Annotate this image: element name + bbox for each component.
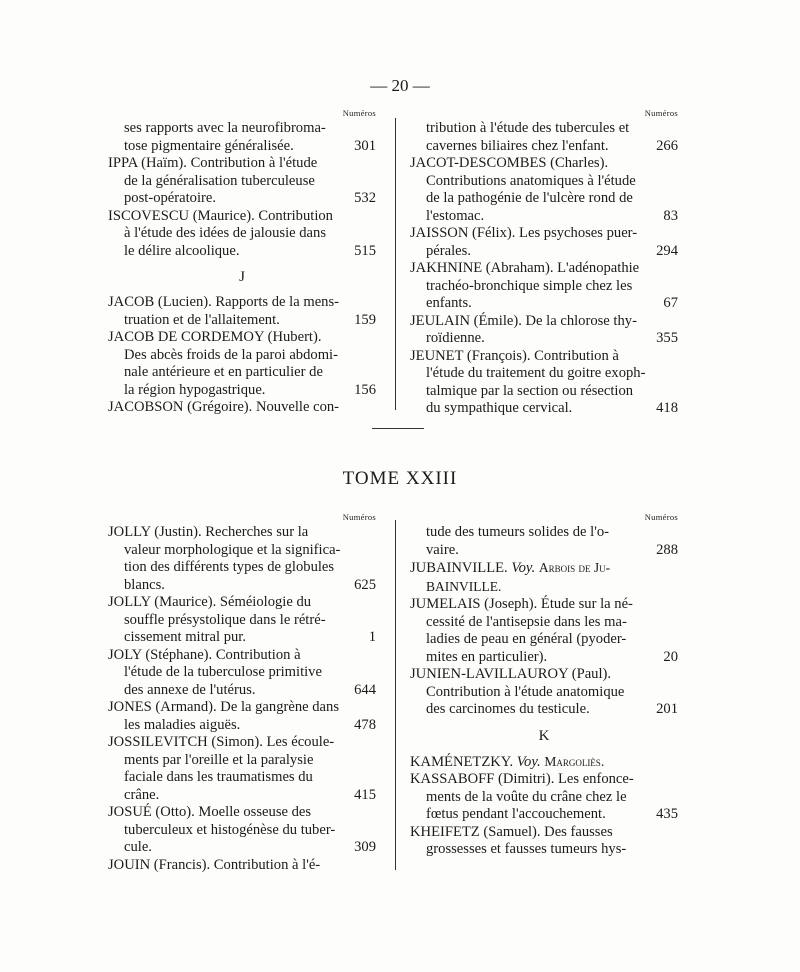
entry-number: 288 <box>656 541 678 558</box>
see-reference-name: Arbois de Ju- <box>538 560 611 575</box>
entry-text: de la généralisation tuberculeuse <box>124 172 315 189</box>
entry-text: l'estomac. <box>426 207 485 224</box>
index-entry <box>108 524 376 594</box>
section-letter: J <box>239 269 245 285</box>
entry-text: faciale dans les traumatismes du <box>124 769 313 785</box>
entry-text: ISCOVESCU (Maurice). Contribution <box>108 207 333 224</box>
entry-text: BAINVILLE. <box>426 578 502 594</box>
entry-text: KASSABOFF (Dimitri). Les enfonce- <box>410 771 634 787</box>
entry-number: 435 <box>656 806 678 822</box>
entry-number: 67 <box>663 295 678 311</box>
see-reference-label: Voy. <box>511 560 539 576</box>
section-letter: K <box>538 727 550 744</box>
entry-text: ladies de peau en général (pyoder- <box>426 631 627 647</box>
index-entry <box>410 524 678 559</box>
numeros-label: Numéros <box>342 512 376 522</box>
index-entry <box>410 155 678 225</box>
entry-text: Des abcès froids de la paroi abdomi- <box>124 346 338 363</box>
column-right <box>410 512 678 859</box>
index-entry <box>108 647 376 700</box>
index-entry <box>108 155 376 208</box>
entry-number: 644 <box>354 681 376 698</box>
index-block-top <box>0 108 800 414</box>
entry-number: 478 <box>354 716 376 733</box>
entry-number: 625 <box>354 576 376 593</box>
entry-text: KHEIFETZ (Samuel). Des fausses <box>410 823 613 840</box>
entry-text: valeur morphologique et la significa- <box>124 541 341 558</box>
numeros-label: Numéros <box>342 108 376 118</box>
index-entry <box>410 559 678 596</box>
entry-text: JUBAINVILLE. <box>410 560 512 576</box>
entry-text: JUNIEN-LAVILLAUROY (Paul). <box>410 666 612 682</box>
entry-text: Contribution à l'étude anatomique <box>426 683 625 700</box>
entry-number: 201 <box>656 701 678 717</box>
column-right <box>410 108 678 418</box>
numeros-label: Numéros <box>644 512 678 522</box>
entry-text: JACOB DE CORDEMOY (Hubert). <box>108 329 322 345</box>
column-left <box>108 108 376 417</box>
index-entry <box>108 734 376 804</box>
entry-text: truation et de l'allaitement. <box>124 311 280 328</box>
index-entry <box>108 120 376 155</box>
index-entry <box>410 313 678 348</box>
index-entry <box>108 329 376 399</box>
index-entry <box>410 824 678 859</box>
entry-text: Contributions anatomiques à l'étude <box>426 172 636 189</box>
entry-number: 309 <box>354 839 376 855</box>
entry-text: à l'étude des idées de jalousie dans <box>124 225 327 241</box>
entry-text: la région hypogastrique. <box>124 381 266 398</box>
entry-text: JACOB (Lucien). Rapports de la mens- <box>108 294 340 310</box>
entry-number: 415 <box>354 786 376 803</box>
index-block-bottom <box>0 512 800 872</box>
entry-text: des carcinomes du testicule. <box>426 701 590 717</box>
index-entry <box>410 596 678 666</box>
entry-text: cavernes biliaires chez l'enfant. <box>426 137 609 154</box>
column-left <box>108 512 376 874</box>
index-entry <box>410 260 678 313</box>
entry-text: du sympathique cervical. <box>426 400 573 416</box>
entry-text: ments par l'oreille et la paralysie <box>124 751 314 768</box>
entry-text: cessité de l'antisepsie dans les ma- <box>426 613 627 630</box>
entry-text: JOSSILEVITCH (Simon). Les écoule- <box>108 734 335 750</box>
entry-text: JOLY (Stéphane). Contribution à <box>108 646 301 663</box>
entry-text: blancs. <box>124 576 165 593</box>
entry-text: de la pathogénie de l'ulcère rond de <box>426 190 633 206</box>
entry-number: 355 <box>656 330 678 346</box>
entry-text: post-opératoire. <box>124 190 216 206</box>
entry-text: tion des différents types de globules <box>124 559 335 575</box>
index-entry <box>410 120 678 155</box>
index-entry <box>108 804 376 857</box>
entry-text: tuberculeux et histogénèse du tuber- <box>124 821 336 838</box>
entry-text: JACOBSON (Grégoire). Nouvelle con- <box>108 399 340 415</box>
entry-text: souffle présystolique dans le rétré- <box>124 611 326 628</box>
entry-text: vaire. <box>426 541 459 558</box>
entry-text: le délire alcoolique. <box>124 242 240 259</box>
column-divider <box>395 520 396 870</box>
entry-text: talmique par la section ou résection <box>426 382 634 399</box>
entry-text: roïdienne. <box>426 330 485 346</box>
index-entry <box>108 594 376 647</box>
index-entry <box>108 399 376 417</box>
entry-text: nale antérieure et en particulier de <box>124 364 323 380</box>
entry-number: 418 <box>656 400 678 416</box>
entry-text: ments de la voûte du crâne chez le <box>426 788 627 805</box>
entry-text: ses rapports avec la neurofibroma- <box>124 120 326 136</box>
entry-text: des annexe de l'utérus. <box>124 681 256 698</box>
page-number: — 20 — <box>370 76 430 95</box>
entry-number: 20 <box>663 648 678 665</box>
entry-text: IPPA (Haïm). Contribution à l'étude <box>108 155 318 171</box>
entry-text: pérales. <box>426 242 471 259</box>
entry-text: trachéo-bronchique simple chez les <box>426 277 633 294</box>
entry-text: KAMÉNETZKY. <box>410 753 517 770</box>
see-reference-name: Margoliès. <box>544 753 605 769</box>
entry-text: JACOT-DESCOMBES (Charles). <box>410 155 609 171</box>
entry-number: 1 <box>368 629 376 645</box>
entry-text: l'étude de la tuberculose primitive <box>124 664 322 680</box>
numeros-label: Numéros <box>644 108 678 118</box>
entry-number: 294 <box>656 242 678 259</box>
see-reference-label: Voy. <box>516 753 545 770</box>
entry-number: 159 <box>354 311 376 328</box>
entry-text: JOSUÉ (Otto). Moelle osseuse des <box>108 804 312 820</box>
entry-text: JUMELAIS (Joseph). Étude sur la né- <box>410 596 633 612</box>
entry-text: fœtus pendant l'accouchement. <box>426 806 606 822</box>
entry-text: crâne. <box>124 786 160 803</box>
entry-text: grossesses et fausses tumeurs hys- <box>426 841 627 857</box>
column-divider <box>395 118 396 410</box>
entry-text: tude des tumeurs solides de l'o- <box>426 524 609 540</box>
tome-heading: TOME XXIII <box>342 468 458 489</box>
entry-text: JOLLY (Justin). Recherches sur la <box>108 524 309 540</box>
entry-text: mites en particulier). <box>426 648 548 665</box>
index-entry <box>410 348 678 418</box>
entry-number: 532 <box>354 190 376 206</box>
entry-text: JONES (Armand). De la gangrène dans <box>108 699 339 715</box>
index-entry <box>108 294 376 329</box>
entry-text: JEUNET (François). Contribution à <box>410 347 619 364</box>
entry-text: cissement mitral pur. <box>124 629 246 645</box>
entry-text: JOLLY (Maurice). Séméiologie du <box>108 594 312 610</box>
entry-text: JAISSON (Félix). Les psychoses puer- <box>410 225 638 241</box>
index-entry <box>410 225 678 260</box>
index-entry <box>410 771 678 824</box>
index-entry <box>410 753 678 772</box>
entry-text: tose pigmentaire généralisée. <box>124 137 294 154</box>
entry-text: cule. <box>124 839 152 855</box>
entry-text: enfants. <box>426 295 472 311</box>
entry-text: tribution à l'étude des tubercules et <box>426 120 630 136</box>
entry-number: 515 <box>354 242 376 259</box>
entry-number: 83 <box>663 207 678 224</box>
index-entry <box>108 208 376 261</box>
entry-number: 266 <box>656 137 678 154</box>
entry-text: les maladies aiguës. <box>124 716 241 733</box>
entry-text: JOUIN (Francis). Contribution à l'é- <box>108 856 321 873</box>
entry-text: l'étude du traitement du goitre exoph- <box>426 365 646 381</box>
entry-text: JAKHNINE (Abraham). L'adénopathie <box>410 260 640 276</box>
entry-number: 301 <box>354 137 376 154</box>
entry-number: 156 <box>354 381 376 398</box>
section-divider <box>372 428 424 429</box>
index-entry <box>108 699 376 734</box>
index-entry <box>108 857 376 875</box>
entry-text: JEULAIN (Émile). De la chlorose thy- <box>410 312 637 329</box>
index-entry <box>410 666 678 719</box>
